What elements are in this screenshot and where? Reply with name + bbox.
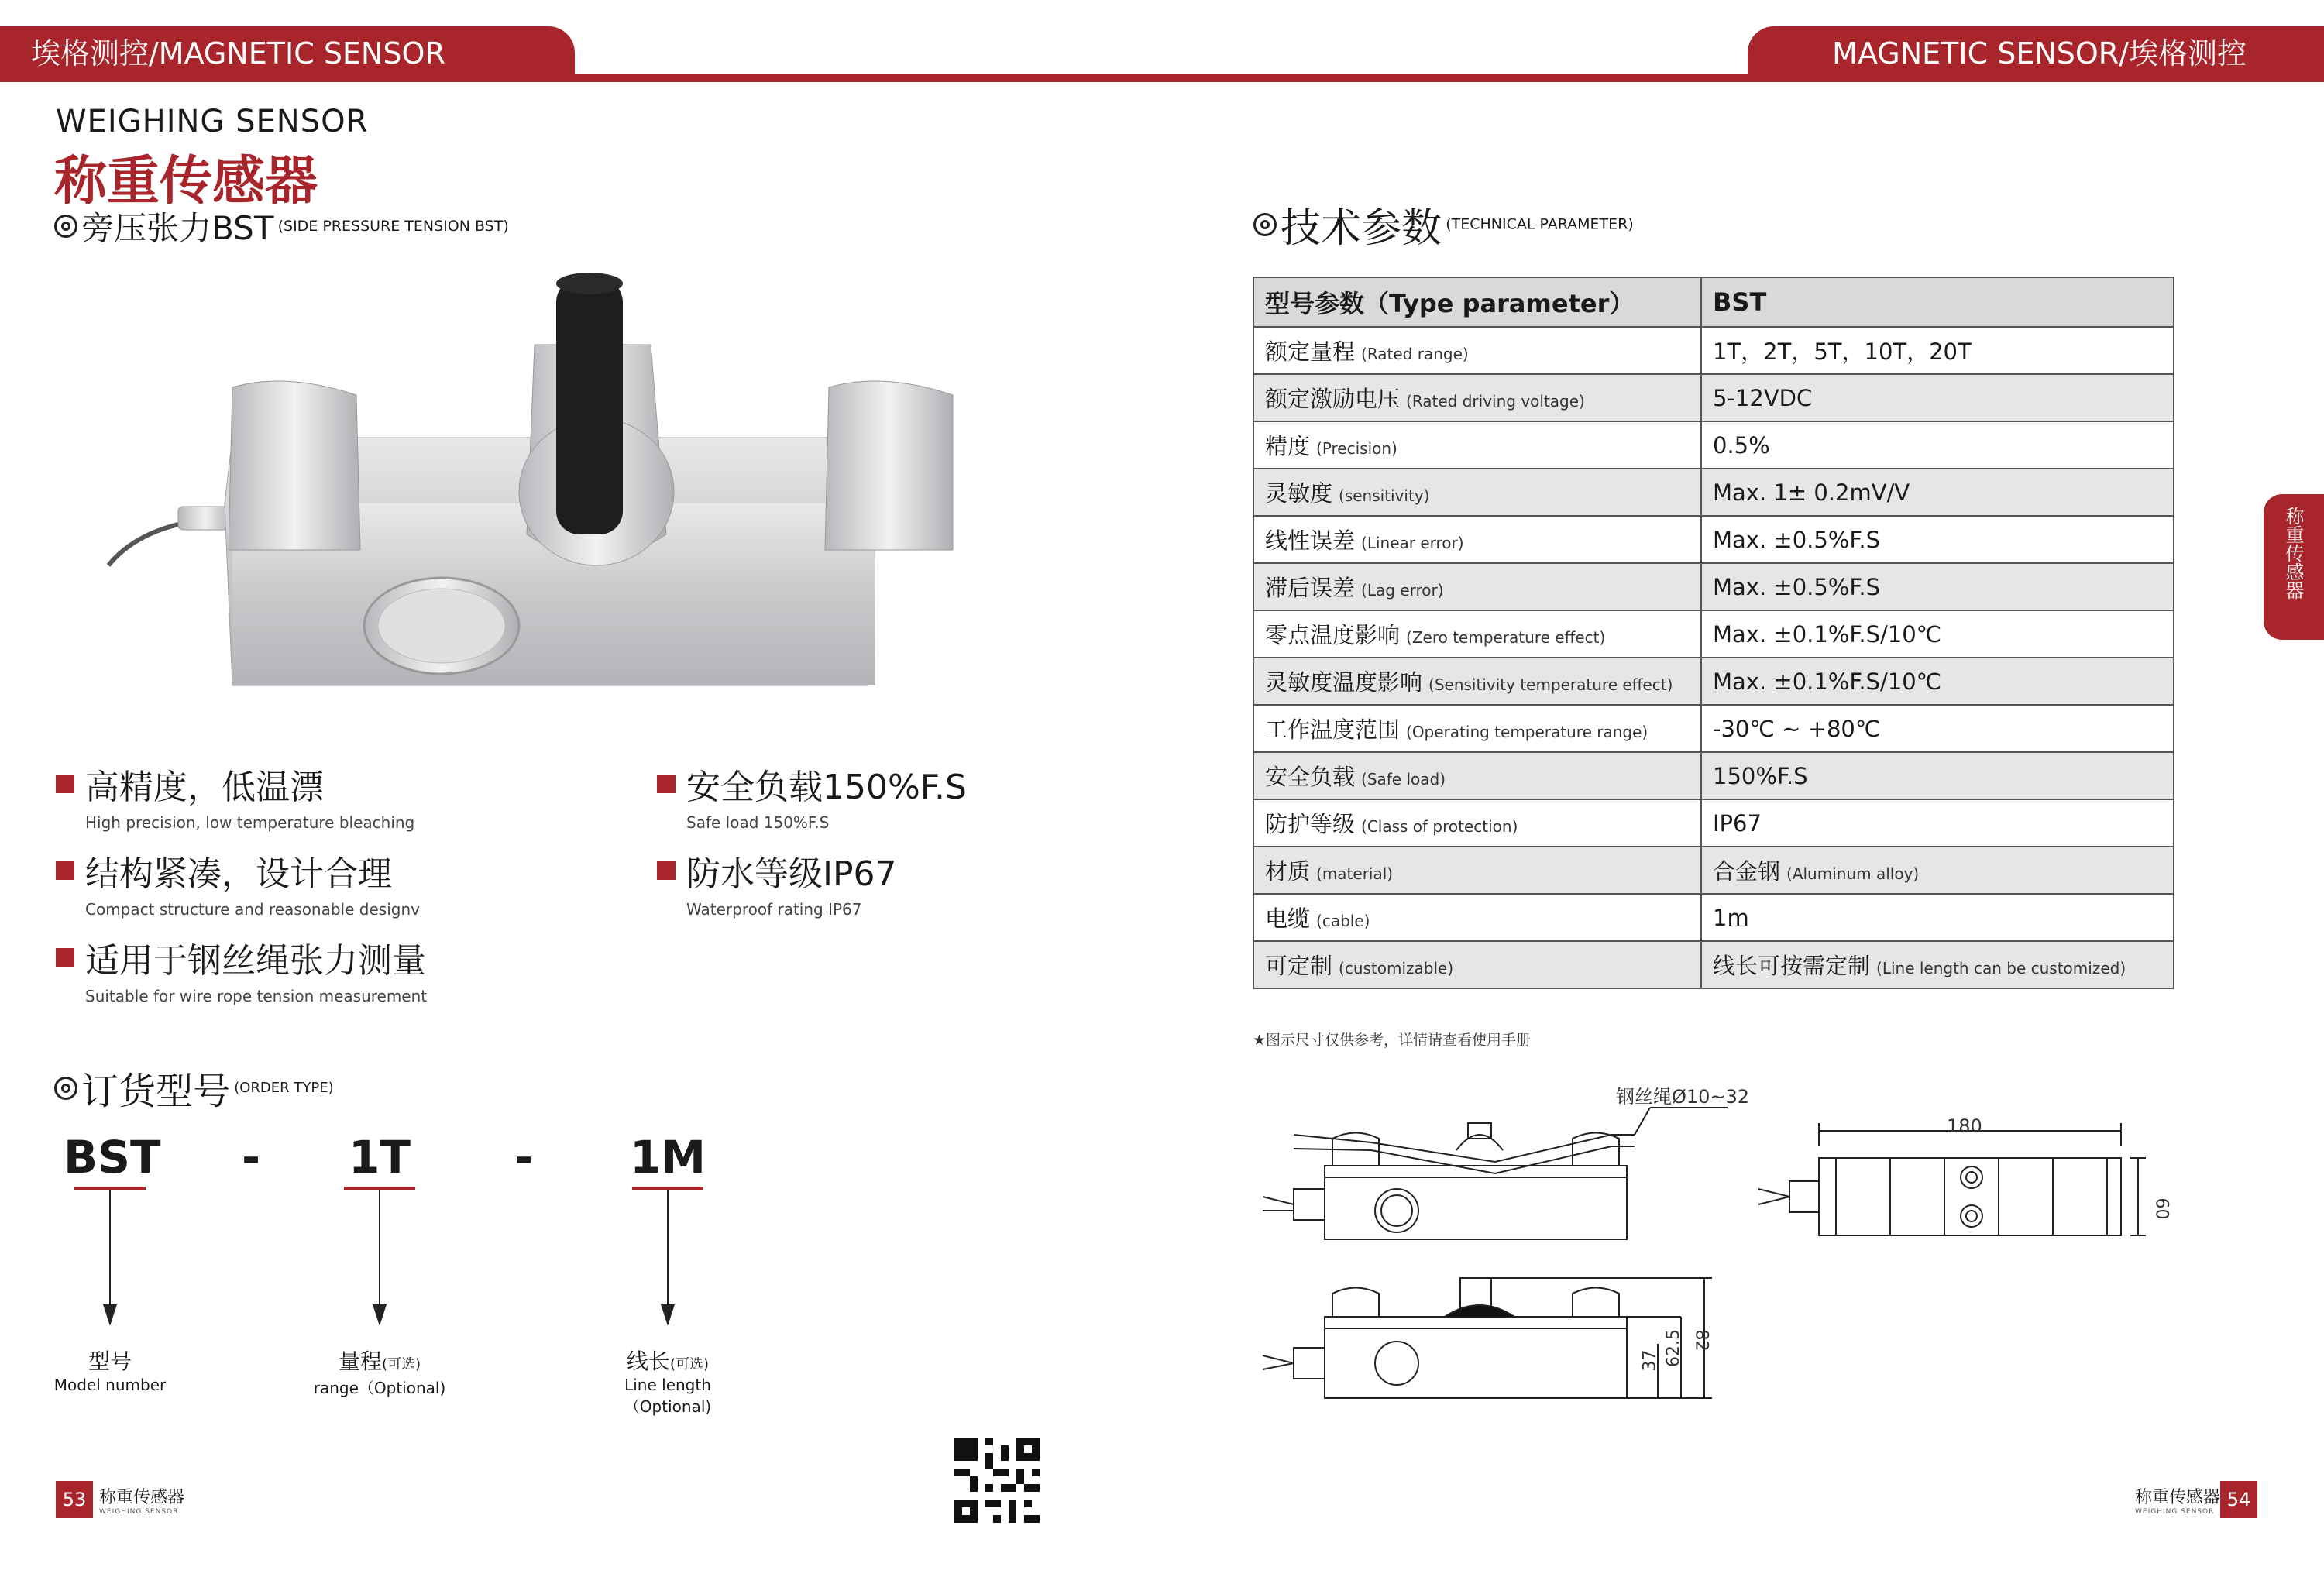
header-left-title: 埃格测控/MAGNETIC SENSOR: [0, 26, 575, 81]
spec-param-en: (Precision): [1316, 439, 1397, 458]
bullet-square-icon: [657, 775, 676, 793]
spec-param-en: (Class of protection): [1361, 817, 1518, 836]
bullet-square-icon: [56, 948, 74, 967]
spec-param: [1253, 799, 1701, 847]
product-photo: [93, 271, 968, 705]
spec-row: [1253, 894, 2174, 941]
spec-param-zh: 灵敏度: [1265, 480, 1333, 507]
spec-value: [1701, 516, 2174, 563]
bullet-square-icon: [56, 775, 74, 793]
order-arrow-3-line: [667, 1190, 669, 1306]
spec-value-en: (Line length can be customized): [1876, 959, 2126, 977]
spec-param: [1253, 847, 1701, 894]
spec-row: [1253, 563, 2174, 610]
feature-4-zh: 防水等级IP67: [686, 854, 897, 894]
order-label-model-en: Model number: [53, 1376, 167, 1394]
spec-row: [1253, 327, 2174, 374]
spec-value: [1701, 658, 2174, 705]
spec-param-zh: 零点温度影响: [1265, 622, 1401, 648]
order-label-range-zh: 量程: [338, 1349, 382, 1374]
spec-row: [1253, 421, 2174, 469]
spec-row: [1253, 847, 2174, 894]
spec-row: [1253, 374, 2174, 421]
spec-value: [1701, 752, 2174, 799]
spec-param: [1253, 421, 1701, 469]
order-label-model-zh: 型号: [88, 1349, 132, 1374]
tech-title-en: (TECHNICAL PARAMETER): [1446, 215, 1634, 233]
page-label-right-zh: 称重传感器: [2135, 1488, 2221, 1507]
page-label-left-zh: 称重传感器: [99, 1488, 185, 1507]
feature-1: [56, 759, 414, 832]
feature-3: [56, 846, 420, 919]
order-label-range-opt: (可选): [381, 1356, 421, 1373]
spec-param-zh: 可定制: [1265, 953, 1333, 979]
dimension-note: ★图示尺寸仅供参考，详情请查看使用手册: [1253, 1032, 1532, 1049]
dim-h3: 82: [1691, 1329, 1711, 1352]
spec-param: [1253, 658, 1701, 705]
order-code-length: 1M: [629, 1131, 706, 1184]
spec-value-main: Max. ±0.5%F.S: [1713, 573, 1881, 600]
feature-2-zh: 安全负载150%F.S: [686, 768, 967, 807]
spec-value: [1701, 469, 2174, 516]
spec-param-zh: 电缆: [1265, 905, 1311, 932]
dim-length: 180: [1947, 1115, 1982, 1137]
spec-value: [1701, 610, 2174, 658]
spec-value-main: 1m: [1713, 904, 1749, 931]
page-number-right: 54: [2220, 1481, 2257, 1518]
tech-heading: [1253, 195, 1634, 253]
spec-value-main: Max. ±0.1%F.S/10℃: [1713, 668, 1942, 695]
spec-row: [1253, 658, 2174, 705]
dim-h2: 62.5: [1663, 1329, 1683, 1367]
feature-5-zh: 适用于钢丝绳张力测量: [85, 941, 426, 981]
spec-value: [1701, 421, 2174, 469]
order-label-range-en: range（Optional): [313, 1379, 446, 1397]
spec-row: [1253, 516, 2174, 563]
spec-param-zh: 额定量程: [1265, 338, 1356, 365]
page-label-right: [2135, 1484, 2220, 1516]
order-code-range: 1T: [349, 1131, 411, 1184]
order-label-length: [583, 1345, 753, 1417]
order-arrow-2-line: [379, 1190, 380, 1306]
spec-param-zh: 工作温度范围: [1265, 716, 1401, 743]
spec-param-zh: 材质: [1265, 858, 1311, 885]
spec-param: [1253, 516, 1701, 563]
order-label-length-en: Line length（Optional): [624, 1376, 712, 1416]
spec-param-en: (customizable): [1339, 959, 1454, 977]
spec-param-zh: 精度: [1265, 433, 1311, 459]
spec-value: [1701, 799, 2174, 847]
spec-param: [1253, 327, 1701, 374]
spec-value: [1701, 894, 2174, 941]
spec-value-main: 150%F.S: [1713, 762, 1808, 789]
target-icon: [54, 1077, 77, 1100]
feature-1-en: High precision, low temperature bleaching: [85, 813, 415, 832]
order-arrow-2-icon: [373, 1304, 387, 1326]
spec-param: [1253, 374, 1701, 421]
spec-param: [1253, 563, 1701, 610]
dim-width: 60: [2151, 1197, 2171, 1220]
spec-param-en: (Zero temperature effect): [1406, 628, 1606, 647]
dim-rope: 钢丝绳Ø10~32: [1616, 1086, 1750, 1108]
spec-table: [1253, 277, 2174, 989]
spec-header-c1: 型号参数（Type parameter）: [1253, 277, 1701, 327]
product-en: (SIDE PRESSURE TENSION BST): [277, 218, 509, 235]
spec-param-zh: 线性误差: [1265, 527, 1356, 554]
feature-3-en: Compact structure and reasonable designv: [85, 900, 420, 919]
feature-4-en: Waterproof rating IP67: [686, 900, 862, 919]
spec-param-zh: 额定激励电压: [1265, 386, 1401, 412]
spec-param-en: (Safe load): [1361, 770, 1446, 788]
spec-param-en: (sensitivity): [1339, 486, 1430, 505]
spec-param-en: (Operating temperature range): [1406, 723, 1648, 741]
order-label-model: [33, 1345, 187, 1394]
spec-param: [1253, 941, 1701, 988]
spec-param: [1253, 752, 1701, 799]
spec-value: [1701, 327, 2174, 374]
spec-value-main: 5-12VDC: [1713, 384, 1813, 411]
feature-5-en: Suitable for wire rope tension measurement: [85, 987, 428, 1005]
spec-value: [1701, 563, 2174, 610]
spec-param-zh: 安全负载: [1265, 764, 1356, 790]
order-arrow-1-icon: [103, 1304, 117, 1326]
spec-param: [1253, 469, 1701, 516]
page-label-left-en: WEIGHING SENSOR: [99, 1508, 179, 1516]
dim-h1: 37: [1640, 1349, 1660, 1372]
feature-3-zh: 结构紧凑，设计合理: [85, 854, 392, 894]
page-label-left: [99, 1484, 184, 1516]
page-label-right-en: WEIGHING SENSOR: [2135, 1508, 2215, 1516]
spec-row: [1253, 610, 2174, 658]
spec-value: [1701, 847, 2174, 894]
spec-value-en: (Aluminum alloy): [1786, 864, 1920, 883]
spec-param: [1253, 610, 1701, 658]
order-title-en: (ORDER TYPE): [234, 1080, 334, 1096]
order-label-range: [287, 1345, 473, 1398]
spec-param-zh: 灵敏度温度影响: [1265, 669, 1423, 696]
order-title-zh: 订货型号: [81, 1070, 231, 1113]
spec-value-main: 线长可按需定制: [1713, 953, 1871, 979]
spec-param-en: (Rated range): [1361, 345, 1469, 363]
spec-param-en: (cable): [1316, 912, 1370, 930]
spec-param-en: (Rated driving voltage): [1406, 392, 1585, 411]
feature-2-en: Safe load 150%F.S: [686, 813, 830, 832]
page-number-left: 53: [56, 1481, 93, 1518]
spec-row: [1253, 752, 2174, 799]
tech-title-zh: 技术参数: [1281, 205, 1442, 252]
drawing-side-view: [1247, 1263, 1728, 1410]
spec-param-en: (Linear error): [1361, 534, 1464, 552]
target-icon: [54, 215, 77, 238]
spec-row: [1253, 941, 2174, 988]
feature-2: [657, 759, 967, 832]
spec-param: [1253, 894, 1701, 941]
spec-param-en: (Lag error): [1361, 581, 1444, 600]
spec-row: [1253, 799, 2174, 847]
order-heading: [54, 1061, 334, 1115]
spec-header-c2: BST: [1701, 277, 2174, 327]
spec-value-main: -30℃ ~ +80℃: [1713, 715, 1881, 742]
order-arrow-1-line: [109, 1190, 111, 1306]
product-zh: 旁压张力BST: [81, 209, 274, 247]
spec-value-main: 0.5%: [1713, 431, 1770, 459]
order-dash-2: -: [514, 1131, 534, 1184]
spec-value-main: 1T，2T，5T，10T，20T: [1713, 338, 1972, 365]
spec-param-zh: 防护等级: [1265, 811, 1356, 837]
order-label-length-opt: (可选): [669, 1356, 710, 1373]
spec-value: [1701, 374, 2174, 421]
spec-value: [1701, 941, 2174, 988]
bullet-square-icon: [657, 861, 676, 880]
qr-code[interactable]: [954, 1438, 1040, 1523]
header-right-title: MAGNETIC SENSOR/埃格测控: [1748, 26, 2324, 81]
spec-param-en: (material): [1316, 864, 1394, 883]
bullet-square-icon: [56, 861, 74, 880]
side-tab-label: 称重传感器: [2282, 507, 2304, 600]
category-en: WEIGHING SENSOR: [56, 104, 369, 139]
spec-value-main: IP67: [1713, 809, 1762, 837]
spec-header-row: [1253, 277, 2174, 327]
feature-5: [56, 933, 427, 1005]
spec-value: [1701, 705, 2174, 752]
feature-1-zh: 高精度，低温漂: [85, 768, 324, 807]
order-label-length-zh: 线长: [626, 1349, 670, 1374]
target-icon: [1253, 213, 1277, 236]
spec-param-zh: 滞后误差: [1265, 575, 1356, 601]
spec-value-main: Max. 1± 0.2mV/V: [1713, 479, 1910, 506]
spec-row: [1253, 469, 2174, 516]
spec-param-en: (Sensitivity temperature effect): [1428, 675, 1673, 694]
spec-value-main: 合金钢: [1713, 858, 1781, 885]
spec-value-main: Max. ±0.5%F.S: [1713, 526, 1881, 553]
order-code-model: BST: [64, 1131, 161, 1184]
spec-param: [1253, 705, 1701, 752]
spec-value-main: Max. ±0.1%F.S/10℃: [1713, 620, 1942, 648]
product-heading: [54, 203, 509, 249]
spec-row: [1253, 705, 2174, 752]
category-zh: 称重传感器: [54, 151, 318, 212]
feature-4: [657, 846, 897, 919]
order-dash-1: -: [242, 1131, 261, 1184]
order-arrow-3-icon: [661, 1304, 675, 1326]
